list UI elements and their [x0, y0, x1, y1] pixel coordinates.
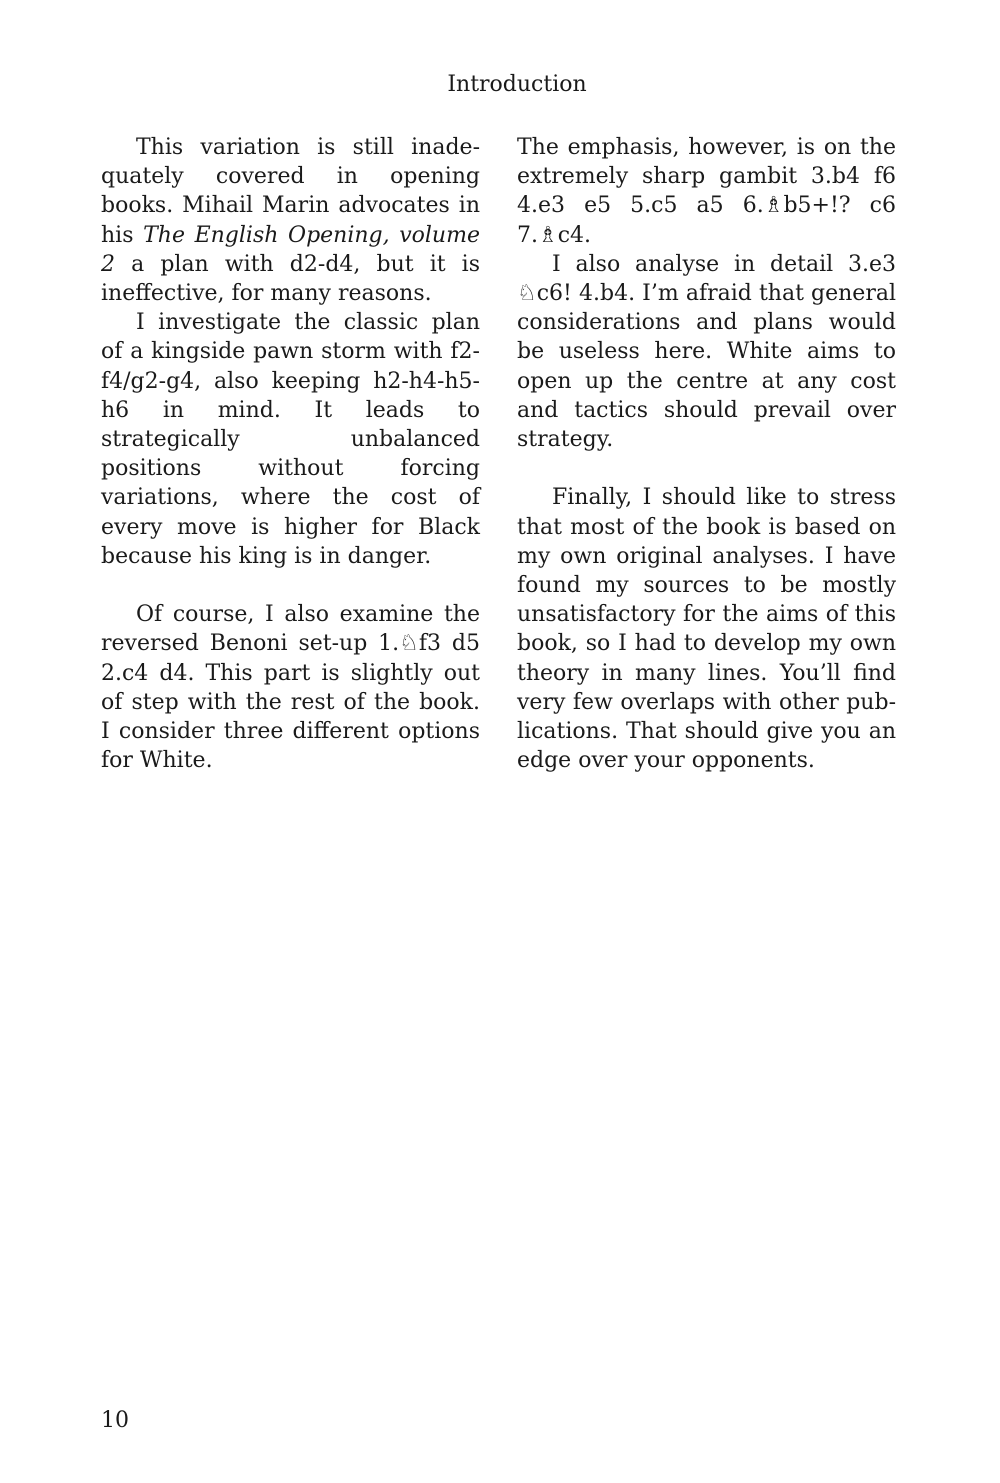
book-title: The English Opening, volume 2 — [101, 222, 480, 277]
paragraph: I also analyse in detail 3.e3 ♘c6! 4.b4. I’m afraid that general considerations and plans would be useless here. White aims to open up the centre at any cost and tactics should prevail over strategy. — [517, 251, 896, 453]
page-number: 10 — [101, 1408, 129, 1433]
paragraph: I investigate the classic plan of a kingside pawn storm with f2-f4/​g2-g4, also keeping h2-h4-h5-h6 in mind. It leads to strategically unbalanced positions without forcing variations, where the cost of every move is higher for Black because his king is in danger. — [101, 310, 480, 569]
paragraph — [101, 133, 480, 308]
paragraph-text: This variation is still inadequately covered in opening books. Mihail Marin advocates in his — [101, 135, 480, 248]
paragraph: The emphasis, however, is on the extremely sharp gambit 3.b4 f6 4.e3 e5 5.c5 a5 6.♗b5+!? c6 7.♗c4. — [517, 135, 896, 248]
paragraph: Of course, I also examine the reversed Benoni set-up 1.♘f3 d5 2.c4 d4. This part is slightly out of step with the rest of the book. I consider three different options for White. — [101, 602, 480, 774]
paragraph-text: a plan with d2-d4, but it is ineffective, for many reasons. — [101, 251, 480, 307]
right-column — [517, 133, 896, 775]
paragraph: Finally, I should like to stress that most of the book is based on my own original analyses. I have found my sources to be mostly unsatisfactory for the aims of this book, so I had to develop my own theory in many lines. You’ll find very few overlaps with other publications. That should give you an edge over your opponents. — [517, 485, 896, 774]
left-column — [101, 133, 480, 775]
running-head: Introduction — [447, 72, 587, 97]
